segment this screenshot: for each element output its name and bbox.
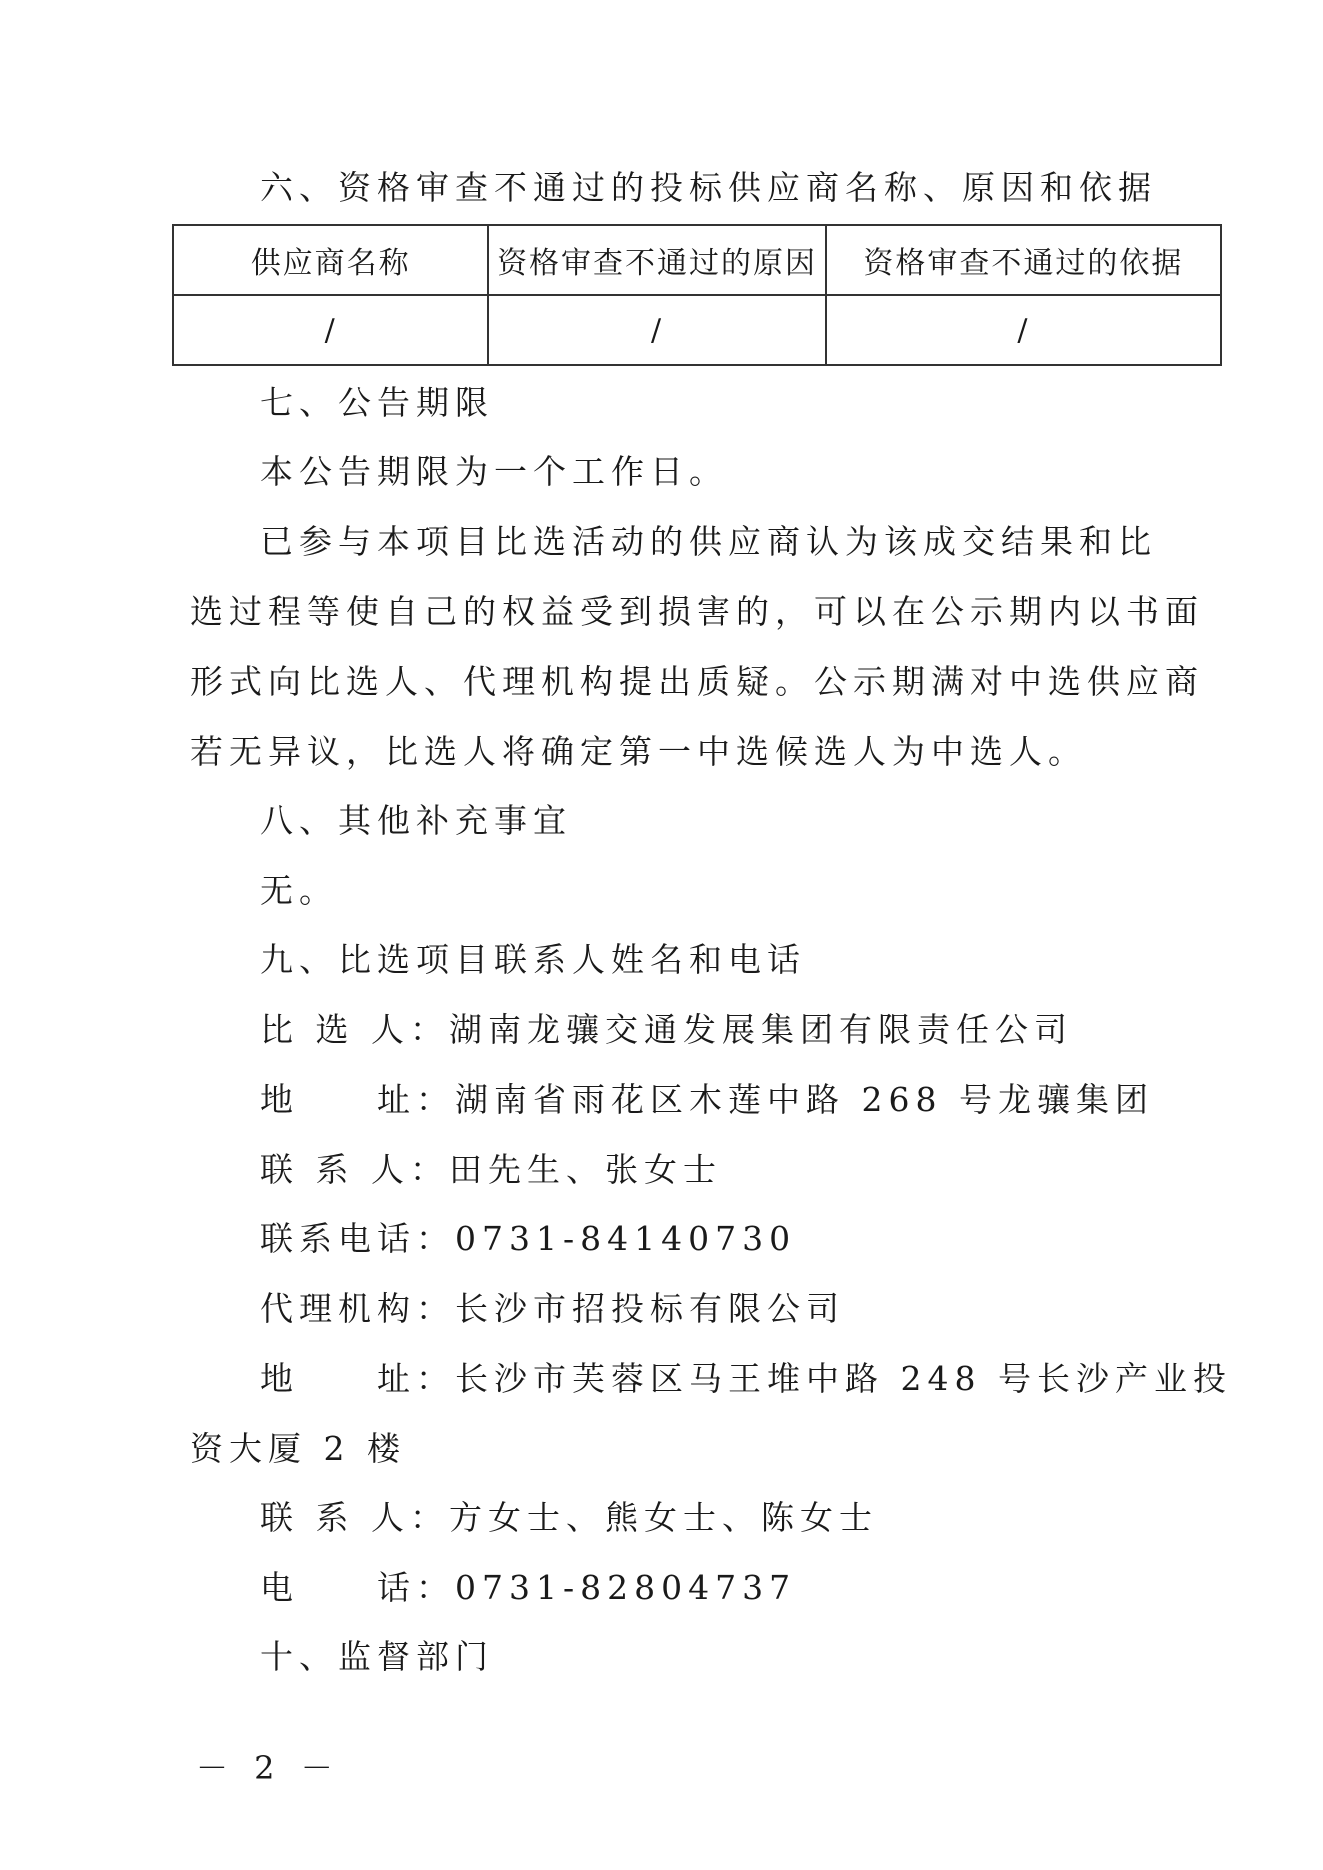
section8-content: 无。 xyxy=(260,871,338,910)
purchaser-phone: 0731-84140730 xyxy=(455,1219,797,1258)
purchaser-contact: 田先生、张女士 xyxy=(448,1150,722,1189)
section7-paragraph-1: 本公告期限为一个工作日。 xyxy=(260,452,728,491)
table-header-row xyxy=(173,225,1221,295)
section9-heading: 九、比选项目联系人姓名和电话 xyxy=(260,940,806,979)
section6-heading: 六、资格审查不通过的投标供应商名称、原因和依据 xyxy=(260,168,1157,207)
section7-paragraph-2-line: 已参与本项目比选活动的供应商认为该成交结果和比 xyxy=(260,522,1157,561)
purchaser-address-label: 地 址： xyxy=(260,1080,455,1119)
table-cell: / xyxy=(488,295,825,365)
table-header-cell: 供应商名称 xyxy=(173,225,488,295)
purchaser-address-row xyxy=(260,1080,1154,1120)
agency-contact-row xyxy=(260,1498,878,1538)
purchaser-phone-label: 联系电话： xyxy=(260,1219,455,1258)
purchaser-address: 湖南省雨花区木莲中路 268 号龙骧集团 xyxy=(455,1080,1154,1119)
table-cell: / xyxy=(173,295,488,365)
page-number: － 2 － xyxy=(196,1749,341,1787)
agency-phone: 0731-82804737 xyxy=(455,1568,797,1607)
section10-heading: 十、监督部门 xyxy=(260,1637,494,1676)
purchaser-name-label: 比 选 人： xyxy=(260,1010,449,1049)
table-row xyxy=(173,295,1221,365)
purchaser-name: 湖南龙骧交通发展集团有限责任公司 xyxy=(448,1010,1073,1049)
agency-address-continuation: 资大厦 2 楼 xyxy=(190,1429,406,1468)
agency-contact-label: 联 系 人： xyxy=(260,1498,449,1537)
agency-name-row xyxy=(260,1289,845,1329)
section7-paragraph-2-line: 形式向比选人、代理机构提出质疑。公示期满对中选供应商 xyxy=(190,662,1204,701)
agency-phone-row xyxy=(260,1568,796,1608)
table-cell: / xyxy=(826,295,1221,365)
agency-address: 长沙市芙蓉区马王堆中路 248 号长沙产业投 xyxy=(455,1359,1232,1398)
agency-name-label: 代理机构： xyxy=(260,1289,455,1328)
table-header-cell: 资格审查不通过的依据 xyxy=(826,225,1221,295)
table-header-cell: 资格审查不通过的原因 xyxy=(488,225,825,295)
section7-paragraph-2-line: 选过程等使自己的权益受到损害的，可以在公示期内以书面 xyxy=(190,592,1204,631)
section7-heading: 七、公告期限 xyxy=(260,383,494,422)
purchaser-contact-label: 联 系 人： xyxy=(260,1150,449,1189)
purchaser-phone-row xyxy=(260,1219,796,1259)
agency-contact: 方女士、熊女士、陈女士 xyxy=(448,1498,878,1537)
disqualification-table xyxy=(172,224,1222,366)
section7-paragraph-2-line: 若无异议，比选人将确定第一中选候选人为中选人。 xyxy=(190,732,1087,771)
purchaser-name-row xyxy=(260,1010,1073,1050)
agency-phone-label: 电 话： xyxy=(260,1568,455,1607)
agency-name: 长沙市招投标有限公司 xyxy=(455,1289,845,1328)
agency-address-row xyxy=(260,1359,1232,1399)
purchaser-contact-row xyxy=(260,1150,722,1190)
agency-address-label: 地 址： xyxy=(260,1359,455,1398)
section8-heading: 八、其他补充事宜 xyxy=(260,801,572,840)
